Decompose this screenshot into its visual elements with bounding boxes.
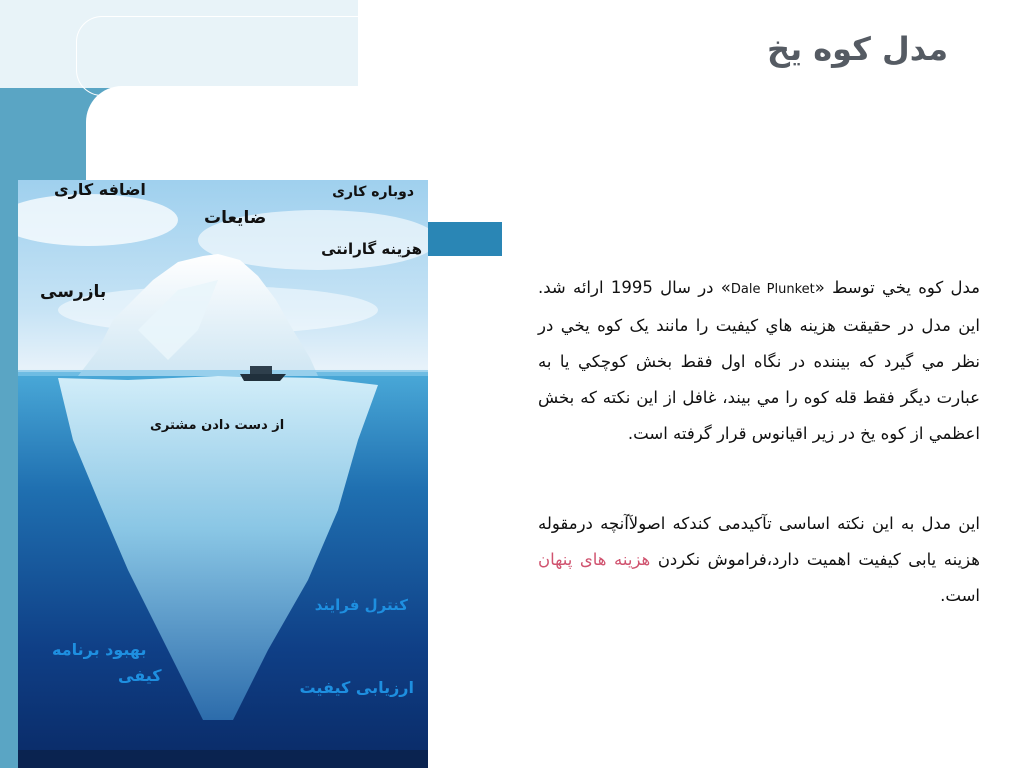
label-warranty-cost: هزینه گارانتی: [321, 240, 422, 258]
label-inspection: بازرسی: [40, 282, 107, 302]
label-quality-program-improvement-line2: کیفی: [118, 666, 162, 685]
paragraph1-after-name: » در سال 1995 ارائه شد. اين مدل در حقيقت هزينه هاي كيفيت را مانند يک کوه يخي در نظر مي گيرد که بيننده در نگاه اول فقط بخش کوچکي يا به عبارت ديگر فقط قله کوه را مي بيند، غافل از اين نکته که بخش اعظمي از کوه يخ در زير اقيانوس قرار گرفته است.: [538, 278, 980, 443]
accent-tab: [428, 222, 502, 256]
paragraph-hidden-costs: [538, 506, 980, 614]
slide-title: مدل کوه یخ: [767, 30, 948, 68]
paragraph2-text: این مدل به این نکته اساسی تآکیدمی کندکه اصولآآنچه درمقوله هزینه یابی کیفیت اهمیت دارد،فراموش نکردن: [538, 514, 980, 569]
label-process-control: کنترل فرایند: [314, 596, 408, 614]
label-rework: دوباره کاری: [332, 184, 414, 200]
top-decorative-frame: [76, 16, 367, 96]
label-quality-assessment: ارزیابی کیفیت: [299, 678, 414, 697]
paragraph2-tail: است.: [940, 586, 980, 605]
label-overwork: اضافه کاری: [54, 180, 146, 199]
label-waste: ضایعات: [204, 208, 267, 228]
paragraph1-before-name: مدل کوه يخي توسط «: [814, 278, 981, 297]
label-quality-program-improvement-line1: بهبود برنامه: [52, 640, 147, 659]
label-customer-loss: از دست دادن مشتری: [150, 418, 285, 433]
paragraph-iceberg-model: [538, 270, 980, 452]
hidden-costs-highlight: هزینه های پنهان: [538, 550, 651, 569]
paragraph1-author-name: Dale Plunket: [730, 282, 815, 297]
iceberg-image: [18, 180, 428, 768]
